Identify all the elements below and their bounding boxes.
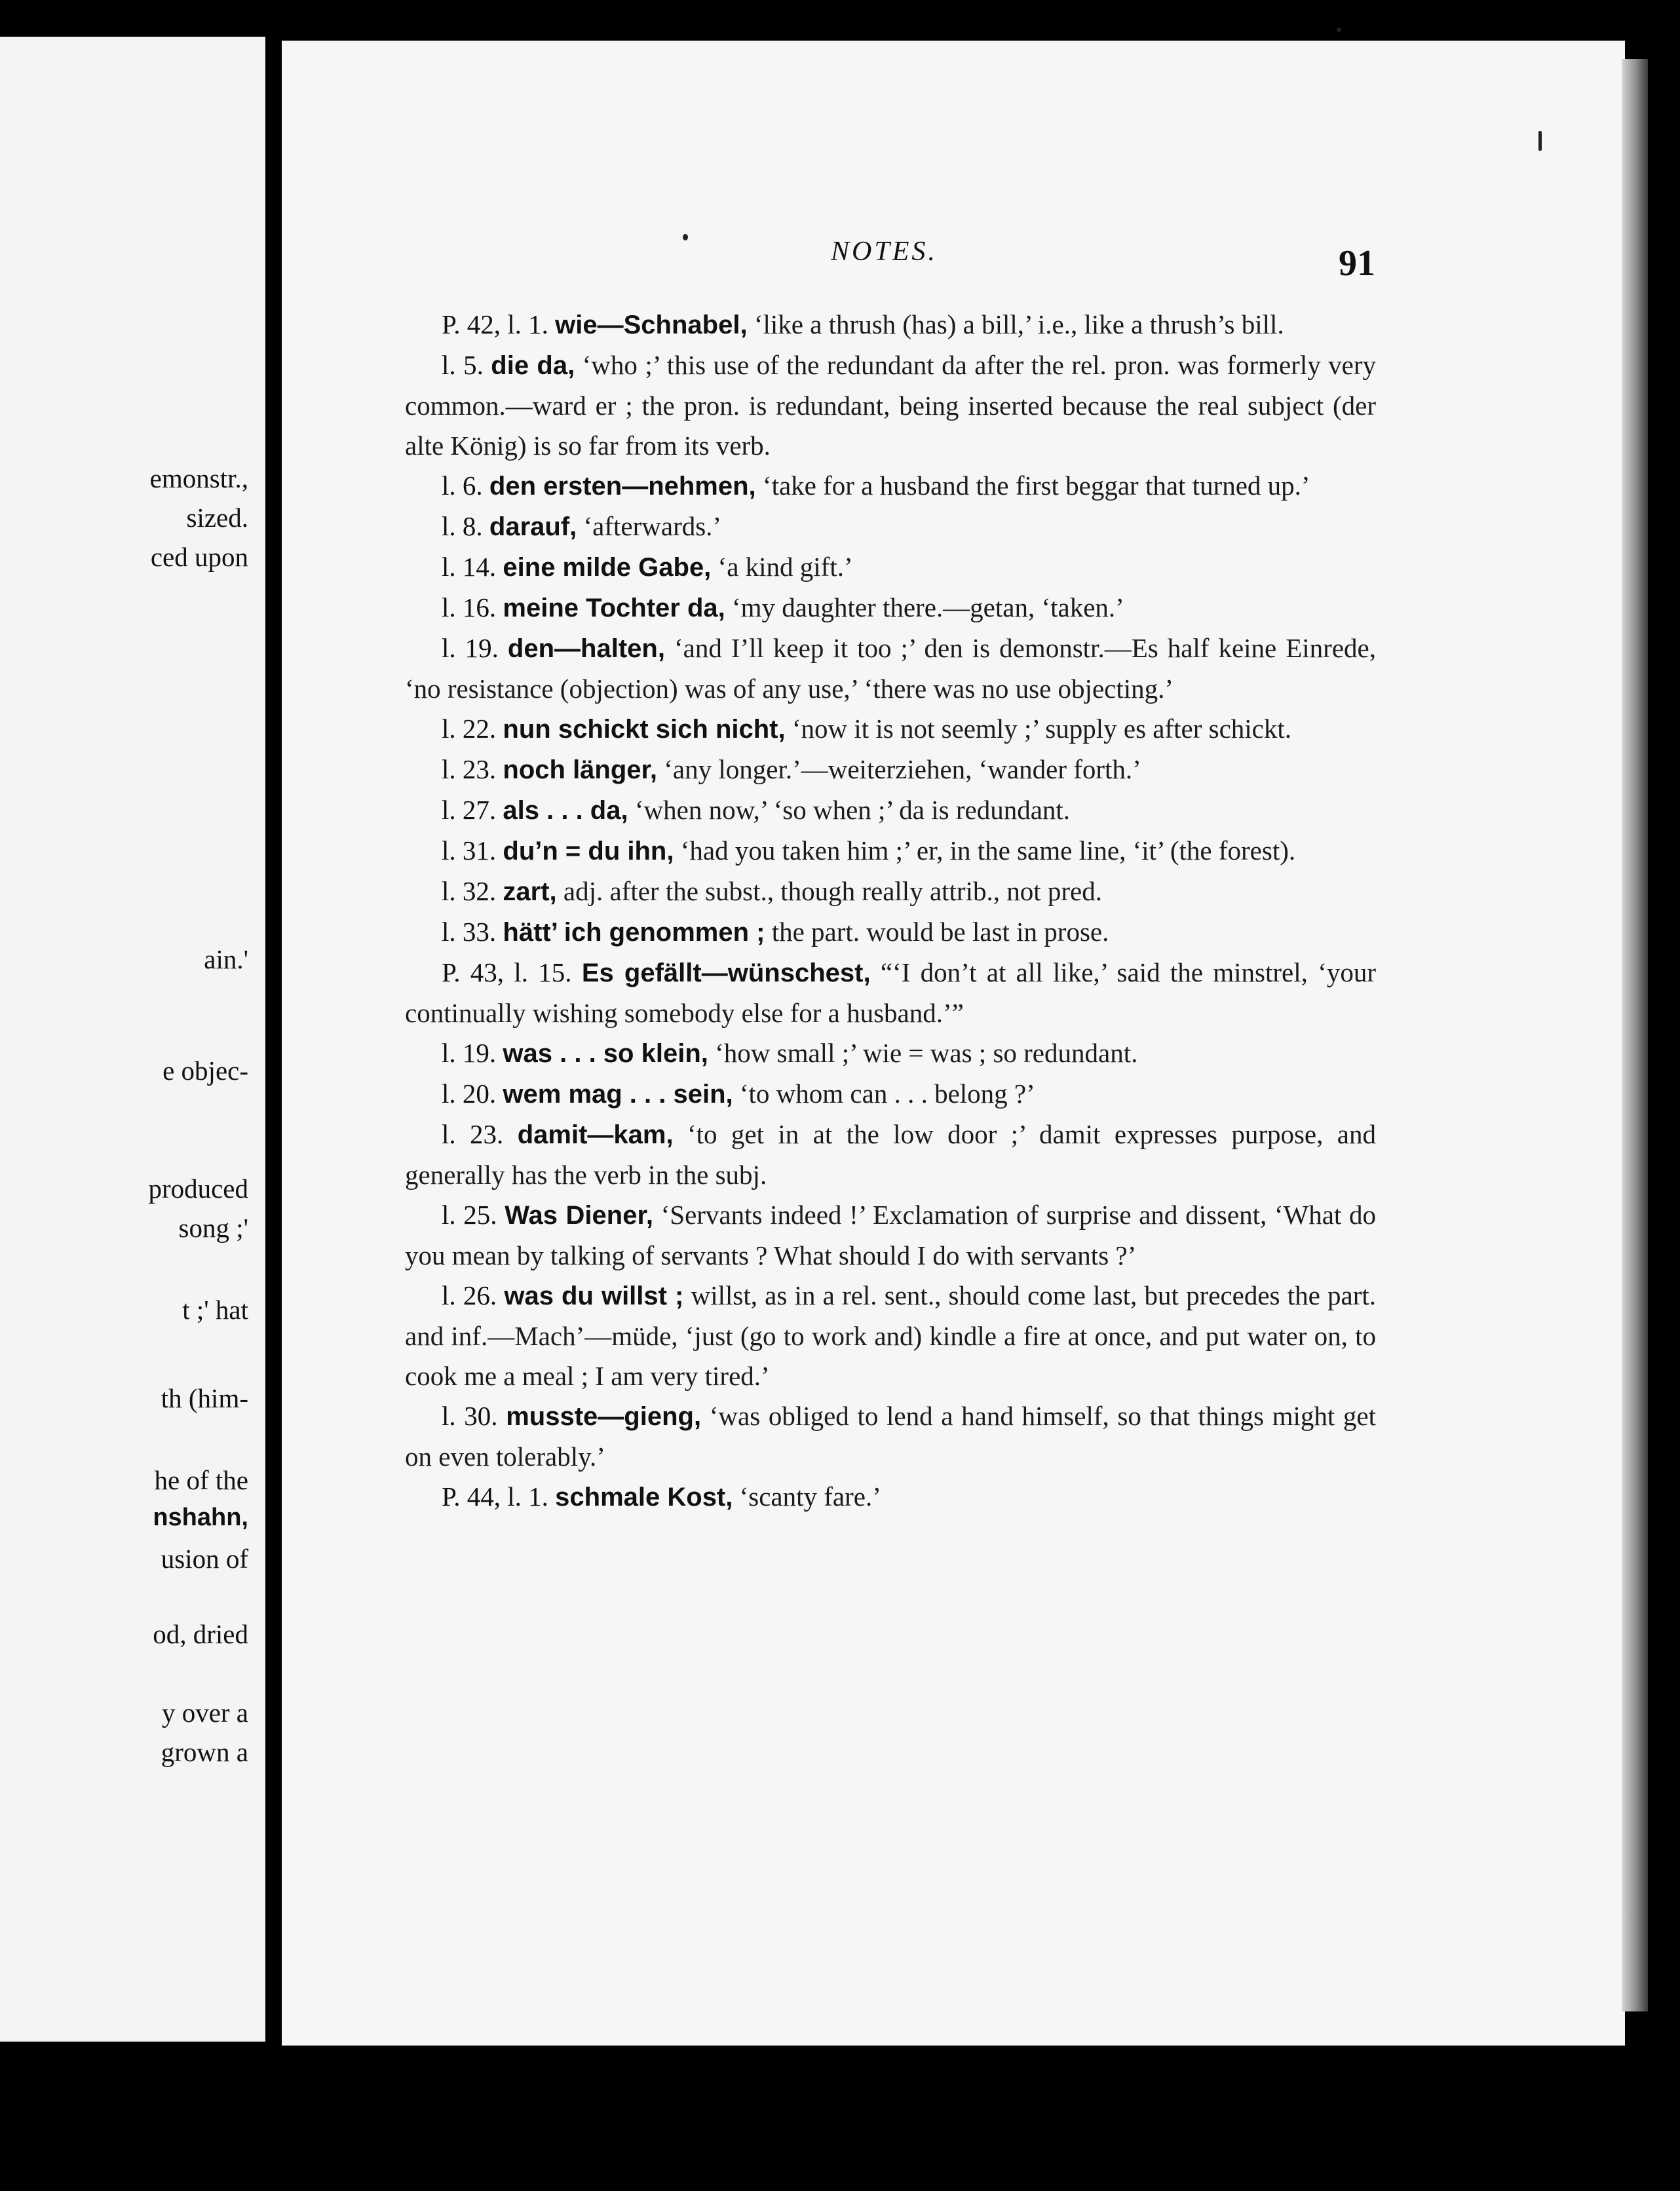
note-entry (405, 790, 1376, 831)
note-gloss: ‘to get in at the low door ;’ damit expresses purpose, and generally has the verb in the subj. (405, 1119, 1376, 1190)
note-entry (405, 547, 1376, 588)
note-headword: was . . . so klein, (503, 1039, 708, 1068)
note-entry (405, 1477, 1376, 1517)
note-gloss: ‘was obliged to lend a hand himself, so that things might get on even tolerably.’ (405, 1401, 1377, 1472)
note-reference: l. 33. (442, 917, 497, 947)
note-reference: l. 16. (442, 592, 497, 622)
note-gloss: ‘take for a husband the first beggar that turned up.’ (762, 470, 1310, 501)
note-reference: P. 43, l. 15. (442, 957, 572, 987)
note-headword: damit—kam, (517, 1120, 674, 1149)
note-gloss: ‘like a thrush (has) a bill,’ i.e., like a thrush’s bill. (754, 309, 1284, 339)
note-headword: den ersten—nehmen, (489, 472, 756, 501)
note-gloss: ‘afterwards.’ (583, 511, 722, 541)
note-gloss: ‘any longer.’—weiterziehen, ‘wander forth.’ (664, 754, 1141, 784)
note-entry (405, 466, 1376, 506)
note-headword: was du willst ; (504, 1282, 684, 1310)
note-headword: noch länger, (503, 755, 658, 784)
note-reference: l. 27. (442, 795, 497, 825)
note-gloss: “‘I don’t at all like,’ said the minstrel, ‘your continually wishing somebody else for a husband.’” (405, 957, 1377, 1028)
note-entry (405, 345, 1376, 466)
note-entry (405, 953, 1376, 1033)
note-reference: l. 6. (442, 470, 483, 501)
note-entry (405, 1276, 1376, 1396)
note-reference: P. 42, l. 1. (442, 309, 548, 339)
left-page-fragment: emonstr., (149, 463, 248, 493)
note-reference: l. 23. (442, 1119, 504, 1149)
note-gloss: ‘how small ;’ wie = was ; so redundant. (715, 1038, 1138, 1068)
note-headword: meine Tochter da, (503, 594, 725, 622)
note-gloss: willst, as in a rel. sent., should come last, but precedes the part. and inf.—Mach’—müde, ‘just (go to work and) kindle a fire at once, and put water on, to cook me a meal ; I am very tired.’ (405, 1280, 1376, 1391)
note-reference: l. 25. (442, 1200, 497, 1230)
note-entry (405, 871, 1376, 912)
notes-body (405, 305, 1376, 1517)
left-page-fragment: ced upon (150, 542, 248, 572)
left-page-fragment: sized. (186, 503, 248, 533)
note-reference: l. 32. (442, 876, 497, 906)
note-headword: nun schickt sich nicht, (503, 715, 786, 744)
note-headword: wie—Schnabel, (555, 311, 748, 339)
left-page-fragment: he of the (154, 1465, 248, 1495)
note-headword: darauf, (489, 512, 577, 541)
note-reference: l. 5. (442, 350, 484, 380)
note-reference: l. 26. (442, 1280, 497, 1310)
left-page (0, 37, 265, 2042)
note-gloss: ‘a kind gift.’ (717, 552, 853, 582)
note-entry (405, 709, 1376, 750)
note-entry (405, 912, 1376, 953)
note-gloss: ‘scanty fare.’ (739, 1481, 881, 1512)
note-entry (405, 628, 1376, 709)
left-page-fragment: od, dried (153, 1619, 248, 1649)
note-headword: den—halten, (507, 634, 665, 663)
note-gloss: ‘now it is not seemly ;’ supply es after schickt. (792, 714, 1292, 744)
note-entry (405, 1195, 1376, 1276)
note-headword: eine milde Gabe, (503, 553, 712, 582)
left-page-fragment: t ;' hat (182, 1295, 248, 1325)
note-headword: die da, (491, 351, 575, 380)
note-headword: als . . . da, (503, 796, 628, 825)
left-page-fragment: y over a (161, 1698, 248, 1728)
left-page-fragment: th (him- (161, 1383, 248, 1413)
note-entry (405, 305, 1376, 345)
note-headword: Es gefällt—wünschest, (581, 959, 871, 987)
note-reference: l. 19. (442, 1038, 497, 1068)
note-gloss: adj. after the subst., though really attrib., not pred. (563, 876, 1102, 906)
left-page-fragment: usion of (161, 1544, 248, 1574)
left-page-fragment: nshahn, (153, 1504, 248, 1531)
ink-speck (683, 234, 688, 240)
note-gloss: ‘Servants indeed !’ Exclamation of surprise and dissent, ‘What do you mean by talking of servants ? What should I do with servants ?’ (405, 1200, 1376, 1270)
running-head: NOTES. (831, 237, 938, 267)
note-gloss: ‘and I’ll keep it too ;’ den is demonstr.—Es half keine Einrede, ‘no resistance (objection) was of any use,’ ‘there was no use objecting.’ (405, 633, 1376, 704)
note-reference: l. 20. (442, 1078, 497, 1109)
note-entry (405, 1074, 1376, 1115)
note-entry (405, 831, 1376, 871)
note-reference: l. 23. (442, 754, 497, 784)
note-headword: Was Diener, (505, 1201, 653, 1230)
left-page-fragment: grown a (161, 1737, 248, 1767)
left-page-fragment: song ;' (178, 1213, 248, 1243)
note-reference: l. 19. (442, 633, 499, 663)
ink-speck (1337, 28, 1341, 32)
note-headword: wem mag . . . sein, (503, 1080, 733, 1109)
page-number: 91 (1339, 243, 1375, 284)
ink-speck (1538, 131, 1542, 151)
note-reference: l. 22. (442, 714, 497, 744)
note-reference: l. 30. (442, 1401, 498, 1431)
left-page-fragment: e objec- (162, 1056, 248, 1086)
note-reference: l. 14. (442, 552, 497, 582)
left-page-fragment: ain.' (204, 944, 248, 974)
note-reference: l. 31. (442, 835, 497, 866)
note-entry (405, 506, 1376, 547)
note-entry (405, 1115, 1376, 1195)
note-gloss: ‘my daughter there.—getan, ‘taken.’ (732, 592, 1124, 622)
left-page-fragment: produced (148, 1173, 248, 1204)
note-headword: du’n = du ihn, (503, 837, 674, 866)
note-gloss: ‘when now,’ ‘so when ;’ da is redundant. (634, 795, 1071, 825)
note-gloss: ‘to whom can . . . belong ?’ (739, 1078, 1035, 1109)
note-gloss: ‘who ;’ this use of the redundant da after the rel. pron. was formerly very common.—ward er ; the pron. is redundant, being inserted because the real subject (der alte König) is so far from its verb. (405, 350, 1377, 461)
note-entry (405, 750, 1376, 790)
note-entry (405, 588, 1376, 628)
note-gloss: the part. would be last in prose. (771, 917, 1109, 947)
note-entry (405, 1396, 1376, 1477)
note-reference: l. 8. (442, 511, 483, 541)
note-headword: musste—gieng, (506, 1402, 702, 1431)
note-entry (405, 1033, 1376, 1074)
note-headword: schmale Kost, (555, 1483, 733, 1512)
page-edge (1622, 59, 1648, 2011)
note-headword: zart, (503, 877, 557, 906)
note-headword: hätt’ ich genommen ; (503, 918, 765, 947)
note-reference: P. 44, l. 1. (442, 1481, 548, 1512)
note-gloss: ‘had you taken him ;’ er, in the same line, ‘it’ (the forest). (680, 835, 1296, 866)
